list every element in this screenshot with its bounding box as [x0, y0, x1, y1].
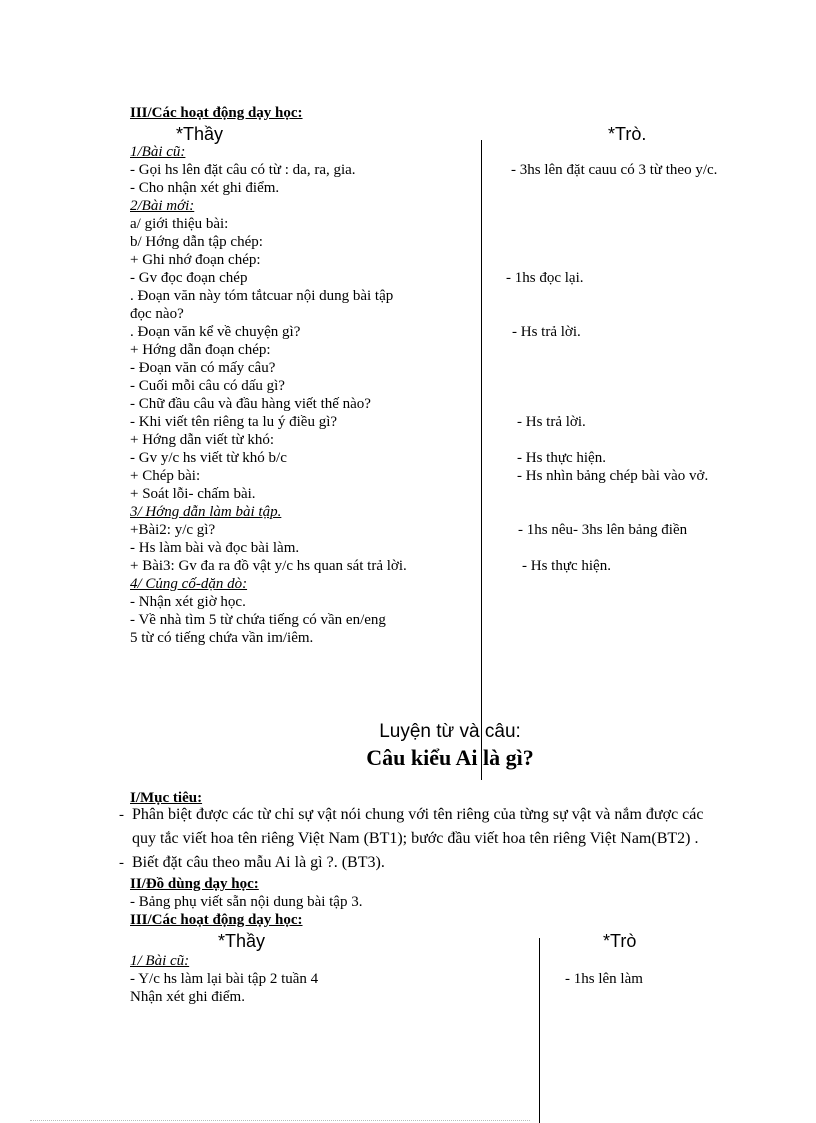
teacher-line: +Bài2: y/c gì? [130, 522, 216, 538]
student-line: - Hs thực hiện. [517, 450, 606, 466]
materials-line: - Bảng phụ viết sẵn nội dung bài tập 3. [130, 894, 363, 910]
goal-1-line-1: Phân biệt được các từ chỉ sự vật nói chung với tên riêng của từng sự vật và nắm được các [132, 806, 704, 823]
teacher-line: - Về nhà tìm 5 từ chứa tiếng có vần en/eng [130, 612, 386, 628]
activities-heading-2: III/Các hoạt động dạy học: [130, 912, 303, 928]
student-line: - 1hs đọc lại. [506, 270, 584, 286]
teacher-line: + Ghi nhớ đoạn chép: [130, 252, 261, 268]
teacher-line: đọc nào? [130, 306, 184, 322]
teacher-line: . Đoạn văn này tóm tắtcuar nội dung bài tập [130, 288, 394, 304]
teacher-line: - Gv đọc đoạn chép [130, 270, 248, 286]
student-line: - Hs trả lời. [517, 414, 586, 430]
teacher-line: - Gọi hs lên đặt câu có từ : da, ra, gia. [130, 162, 356, 178]
teacher-line: 2/Bài mới: [130, 198, 195, 214]
teacher-line: + Chép bài: [130, 468, 201, 484]
teacher-line: - Gv y/c hs viết từ khó b/c [130, 450, 287, 466]
page-bottom-divider [30, 1120, 530, 1121]
teacher-line: Nhận xét ghi điểm. [130, 989, 245, 1005]
goal-1-line-2: quy tắc viết hoa tên riêng Việt Nam (BT1); bước đầu viết hoa tên riêng Việt Nam(BT2) . [132, 830, 699, 847]
goal-bullet: - [119, 855, 124, 871]
teacher-line: . Đoạn văn kể về chuyện gì? [130, 324, 301, 340]
teacher-line: - Nhận xét giờ học. [130, 594, 246, 610]
student-line: - 3hs lên đặt cauu có 3 từ theo y/c. [511, 162, 718, 178]
student-column-heading-2: *Trò [603, 931, 637, 951]
student-line: - Hs trả lời. [512, 324, 581, 340]
lesson-subject: Luyện từ và câu: [379, 721, 521, 742]
teacher-line: - Khi viết tên riêng ta lu ý điều gì? [130, 414, 338, 430]
student-line: - Hs nhìn bảng chép bài vào vở. [517, 468, 709, 484]
teacher-line: + Bài3: Gv đa ra đồ vật y/c hs quan sát trả lời. [130, 558, 407, 574]
teacher-line: - Chữ đầu câu và đầu hàng viết thế nào? [130, 396, 371, 412]
column-divider [481, 140, 482, 780]
teacher-line: - Hs làm bài và đọc bài làm. [130, 540, 300, 556]
old-lesson-heading: 1/ Bài cũ: [130, 953, 190, 969]
student-line: - 1hs lên làm [565, 971, 643, 987]
teacher-line: + Hớng dẫn viết từ khó: [130, 432, 275, 448]
materials-heading: II/Đồ dùng dạy học: [130, 876, 259, 892]
teacher-line: a/ giới thiệu bài: [130, 216, 229, 232]
teacher-line: + Soát lỗi- chấm bài. [130, 486, 256, 502]
lesson-title: Câu kiểu Ai là gì? [366, 745, 534, 770]
teacher-line: 5 từ có tiếng chứa vần im/iêm. [130, 630, 314, 646]
teacher-line: - Cuối mỗi câu có dấu gì? [130, 378, 285, 394]
teacher-line: b/ Hớng dẫn tập chép: [130, 234, 263, 250]
goal-2: Biết đặt câu theo mẫu Ai là gì ?. (BT3). [132, 854, 385, 871]
teacher-column-heading-2: *Thầy [218, 931, 266, 951]
teacher-line: 4/ Củng cố-dặn dò: [130, 576, 248, 592]
goals-heading: I/Mục tiêu: [130, 790, 203, 806]
teacher-line: - Cho nhận xét ghi điểm. [130, 180, 280, 196]
teacher-line: - Y/c hs làm lại bài tập 2 tuần 4 [130, 971, 319, 987]
student-line: - Hs thực hiện. [522, 558, 611, 574]
activities-heading: III/Các hoạt động dạy học: [130, 105, 303, 121]
teacher-line: + Hớng dẫn đoạn chép: [130, 342, 271, 358]
teacher-line: 1/Bài cũ: [130, 144, 186, 160]
teacher-column-heading: *Thầy [176, 124, 224, 144]
column-divider-2 [539, 938, 540, 1123]
student-line: - 1hs nêu- 3hs lên bảng điền [518, 522, 688, 538]
student-column-heading: *Trò. [608, 124, 647, 144]
teacher-line: - Đoạn văn có mấy câu? [130, 360, 276, 376]
teacher-line: 3/ Hớng dẫn làm bài tập. [130, 504, 282, 520]
goal-bullet: - [119, 807, 124, 823]
